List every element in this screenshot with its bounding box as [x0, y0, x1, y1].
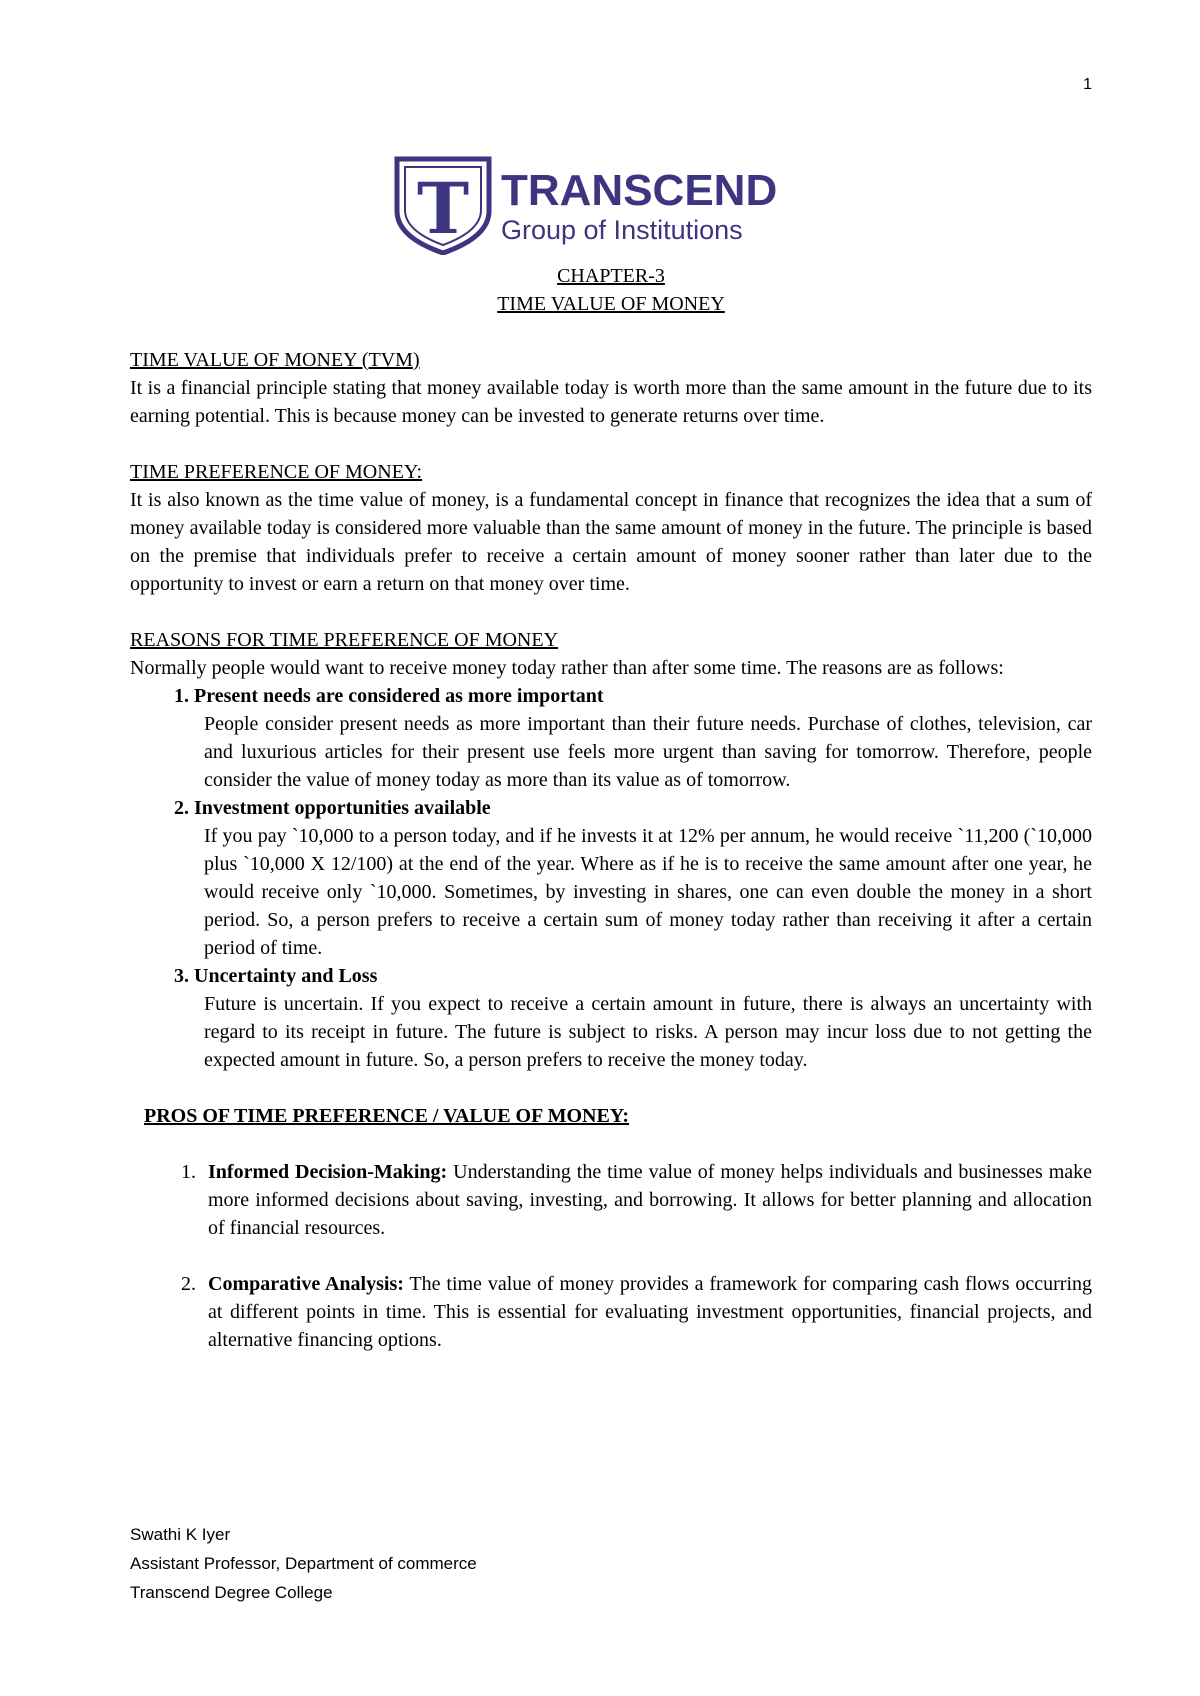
chapter-label: CHAPTER-3: [557, 265, 665, 287]
tvm-heading: TIME VALUE OF MONEY (TVM): [130, 349, 420, 371]
pros-item: [160, 1270, 1092, 1354]
pros-list: [130, 1158, 1092, 1354]
pros-body: The time value of money provides a framework for comparing cash flows occurring at different points in time. This is essential for evaluating investment opportunities, financial projects, and alternative financing options.: [208, 1273, 1092, 1351]
reasons-intro: Normally people would want to receive money today rather than after some time. The reasons are as follows:: [130, 657, 1004, 679]
svg-text:Group of Institutions: Group of Institutions: [501, 215, 743, 245]
pros-item: [160, 1158, 1092, 1242]
pros-title: Informed Decision-Making:: [208, 1161, 448, 1183]
pros-number: 1.: [181, 1161, 196, 1183]
footer-designation: Assistant Professor, Department of commerce: [130, 1554, 477, 1573]
reason-title: Uncertainty and Loss: [194, 965, 378, 987]
reason-body: If you pay `10,000 to a person today, and if he invests it at 12% per annum, he would receive `11,200 (`10,000 plus `10,000 X 12/100) at the end of the year. Where as if he is to receive the same amount after one year, he would receive only `10,000. Sometimes, by investing in shares, one can even double the money in a short period. So, a person prefers to receive a certain sum of money today rather than receiving it after a certain period of time.: [204, 825, 1092, 959]
tvm-paragraph: It is a financial principle stating that money available today is worth more than the same amount in the future due to its earning potential. This is because money can be invested to generate returns over time.: [130, 377, 1092, 427]
reason-item: [174, 962, 1092, 1074]
footer-author: Swathi K Iyer: [130, 1525, 231, 1544]
preference-heading: TIME PREFERENCE OF MONEY:: [130, 461, 423, 483]
reason-item: [174, 794, 1092, 962]
footer: [130, 1520, 477, 1607]
pros-title: Comparative Analysis:: [208, 1273, 404, 1295]
svg-text:T: T: [416, 167, 470, 250]
pros-heading: PROS OF TIME PREFERENCE / VALUE OF MONEY:: [144, 1105, 630, 1127]
reason-number: 2.: [174, 797, 189, 819]
svg-text:TRANSCEND: TRANSCEND: [501, 166, 778, 215]
reason-number: 1.: [174, 685, 189, 707]
pros-body: Understanding the time value of money helps individuals and businesses make more informed decisions about saving, investing, and borrowing. It allows for better planning and allocation of financial resources.: [208, 1161, 1093, 1239]
page-title: TIME VALUE OF MONEY: [497, 293, 725, 315]
reason-body: People consider present needs as more important than their future needs. Purchase of clothes, television, car and luxurious articles for their present use feels more urgent than saving for tomorrow. Therefore, people consider the value of money today as more than its value as of tomorrow.: [204, 713, 1092, 791]
pros-number: 2.: [181, 1273, 196, 1295]
page-number: 1: [1083, 76, 1092, 93]
document-body: [130, 262, 1092, 1354]
reason-title: Present needs are considered as more important: [194, 685, 604, 707]
reason-body: Future is uncertain. If you expect to receive a certain amount in future, there is always an uncertainty with regard to its receipt in future. The future is subject to risks. A person may incur loss due to not getting the expected amount in future. So, a person prefers to receive the money today.: [204, 993, 1092, 1071]
reason-number: 3.: [174, 965, 189, 987]
reason-title: Investment opportunities available: [194, 797, 491, 819]
footer-college: Transcend Degree College: [130, 1583, 333, 1602]
preference-paragraph: It is also known as the time value of money, is a fundamental concept in finance that recognizes the idea that a sum of money available today is considered more valuable than the same amount of money in the future. The principle is based on the premise that individuals prefer to receive a certain amount of money sooner rather than later due to the opportunity to invest or earn a return on that money over time.: [130, 489, 1092, 595]
institution-logo: [393, 155, 833, 255]
reasons-list: [130, 682, 1092, 1074]
reason-item: [174, 682, 1092, 794]
reasons-heading: REASONS FOR TIME PREFERENCE OF MONEY: [130, 629, 559, 651]
